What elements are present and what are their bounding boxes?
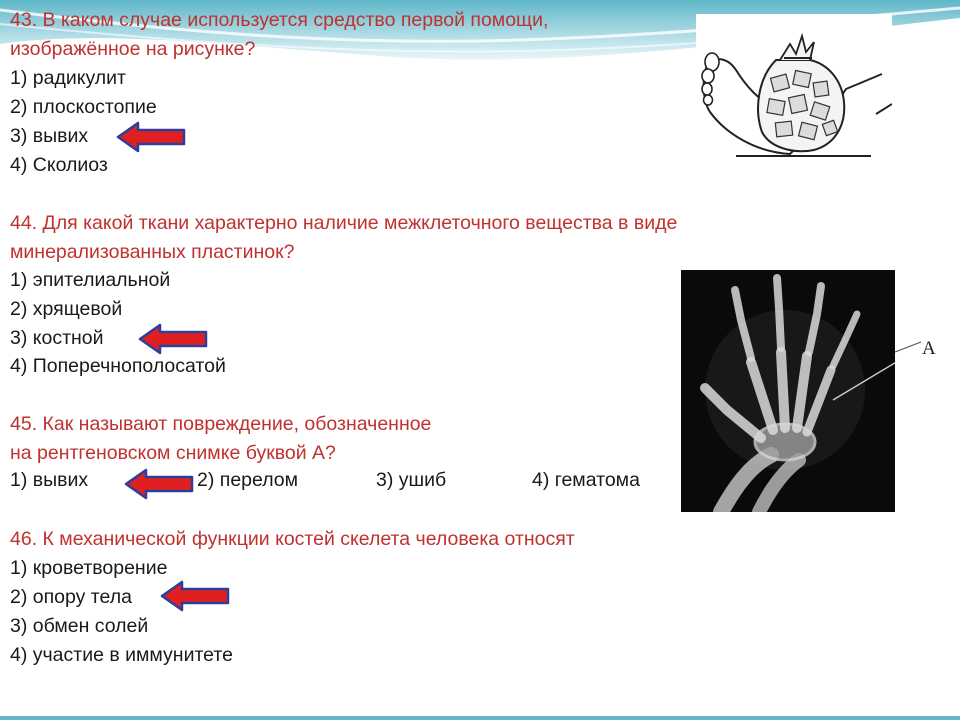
q43-option-4: 4) Сколиоз bbox=[10, 154, 108, 176]
q46-title-line1: 46. К механической функции костей скелета человека относят bbox=[10, 528, 575, 550]
answer-arrow-icon bbox=[138, 322, 210, 356]
q43-option-2: 2) плоскостопие bbox=[10, 96, 157, 118]
q44-option-1: 1) эпителиальной bbox=[10, 269, 171, 291]
q43-option-3: 3) вывих bbox=[10, 125, 89, 147]
q46-option-1: 1) кроветворение bbox=[10, 557, 168, 579]
answer-arrow-icon bbox=[116, 120, 188, 154]
q44-option-4: 4) Поперечнополосатой bbox=[10, 355, 226, 377]
q44-option-3: 3) костной bbox=[10, 327, 104, 349]
q43-title-line2: изображённое на рисунке? bbox=[10, 38, 256, 60]
q44-title-line2: минерализованных пластинок? bbox=[10, 241, 295, 263]
q46-option-2: 2) опору тела bbox=[10, 586, 132, 608]
q43-title-line1: 43. В каком случае используется средство первой помощи, bbox=[10, 9, 549, 31]
xray-label-a: A bbox=[922, 338, 936, 359]
q45-option-2: 2) перелом bbox=[197, 469, 299, 491]
q45-option-1: 1) вывих bbox=[10, 469, 89, 491]
hand-xray-image bbox=[681, 270, 895, 512]
q44-title-line1: 44. Для какой ткани характерно наличие межклеточного вещества в виде bbox=[10, 212, 678, 234]
q46-option-3: 3) обмен солей bbox=[10, 615, 149, 637]
answer-arrow-icon bbox=[160, 579, 232, 613]
xray-pointer-line bbox=[895, 340, 925, 354]
bottom-accent-line bbox=[0, 716, 960, 720]
q45-option-4: 4) гематома bbox=[532, 469, 640, 491]
q44-option-2: 2) хрящевой bbox=[10, 298, 123, 320]
q45-option-3: 3) ушиб bbox=[376, 469, 447, 491]
ice-pack-foot-illustration bbox=[696, 14, 892, 160]
q45-title-line2: на рентгеновском снимке буквой А? bbox=[10, 442, 336, 464]
q46-option-4: 4) участие в иммунитете bbox=[10, 644, 233, 666]
q43-option-1: 1) радикулит bbox=[10, 67, 126, 89]
answer-arrow-icon bbox=[124, 467, 196, 501]
q45-title-line1: 45. Как называют повреждение, обозначенное bbox=[10, 413, 432, 435]
